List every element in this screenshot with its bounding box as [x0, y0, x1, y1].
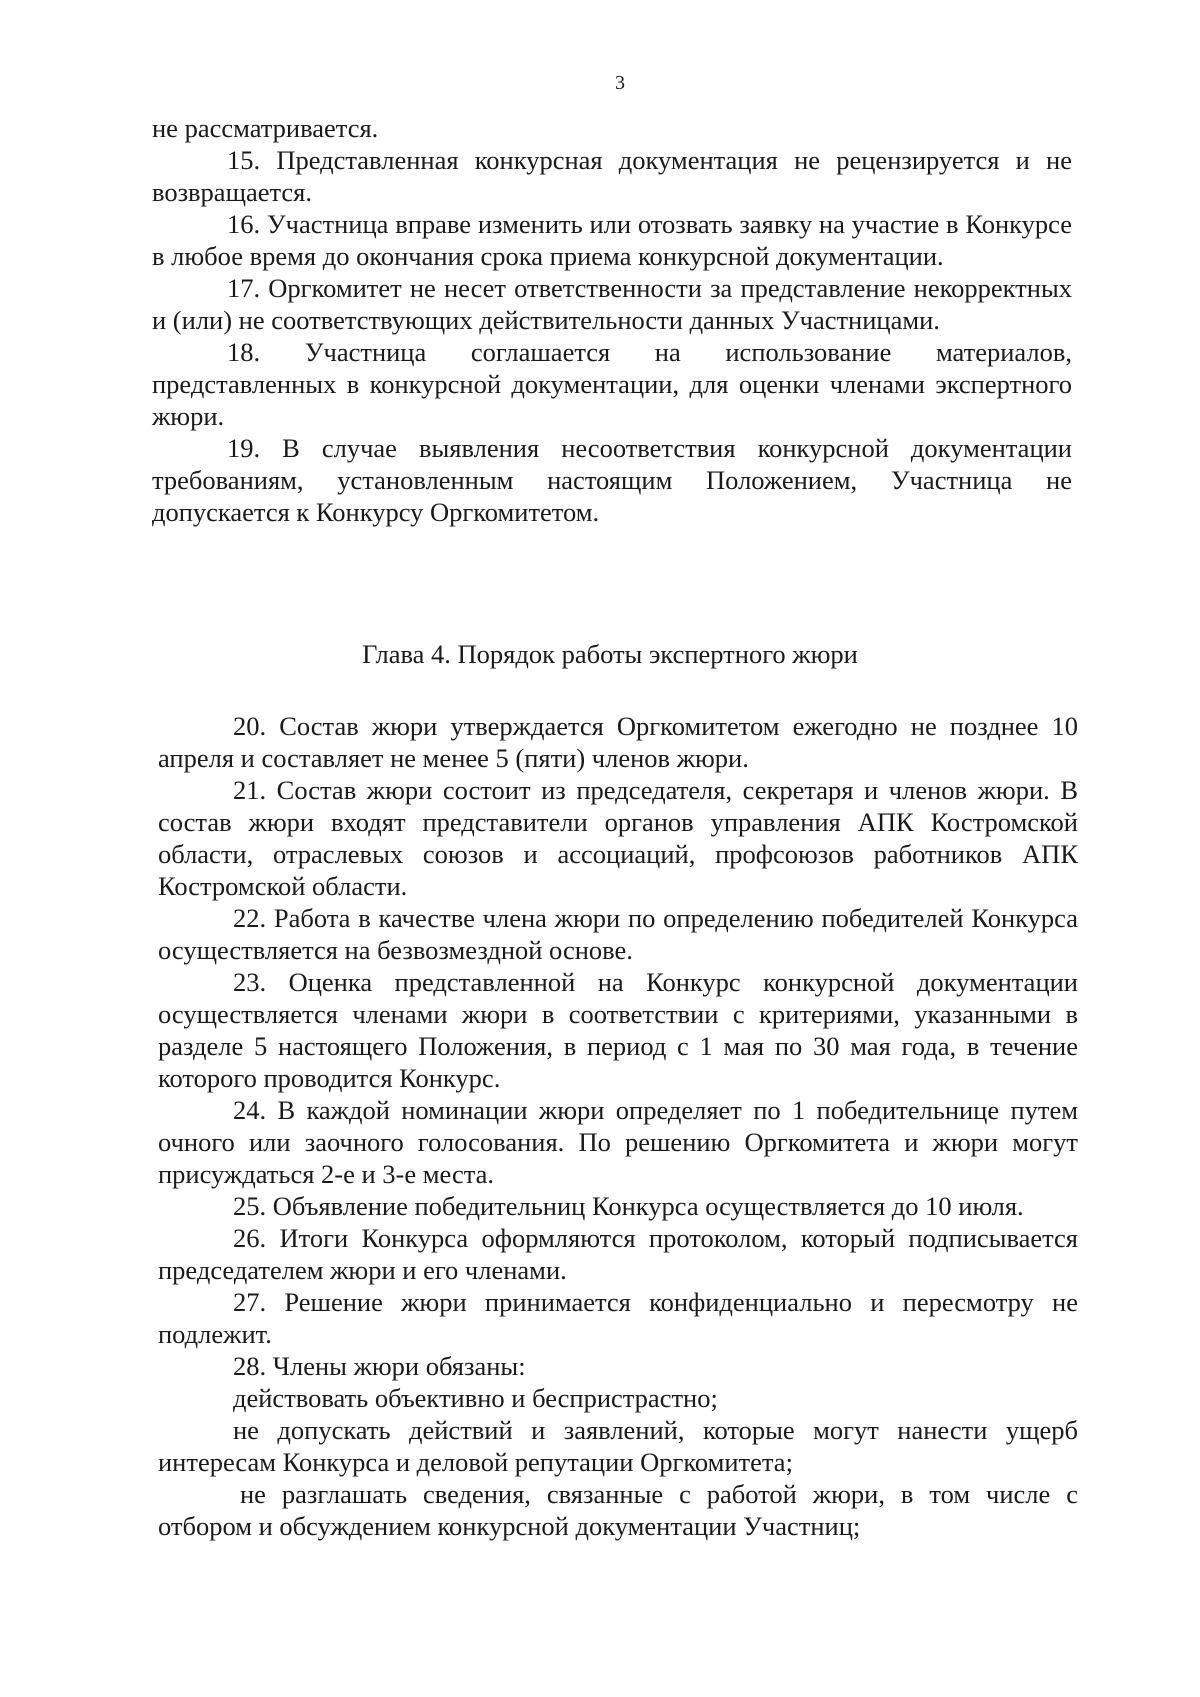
- list-item-confidentiality: не разглашать сведения, связанные с работой жюри, в том числе с отбором и обсуждением конкурсной документации Участниц;: [158, 1479, 1078, 1541]
- paragraph-19: 19. В случае выявления несоответствия конкурсной документации требованиям, установленным настоящим Положением, Участница не допускается к Конкурсу Оргкомитетом.: [152, 433, 1072, 527]
- chapter-heading: Глава 4. Порядок работы экспертного жюри: [362, 639, 858, 669]
- paragraph-continuation: не рассматривается.: [152, 113, 379, 143]
- paragraph-23: 23. Оценка представленной на Конкурс конкурсной документации осуществляется членами жюри в соответствии с критериями, указанными в разделе 5 настоящего Положения, в период с 1 мая по 30 мая года, в течение которого проводится Конкурс.: [158, 967, 1078, 1093]
- paragraph-27: 27. Решение жюри принимается конфиденциально и пересмотру не подлежит.: [158, 1287, 1078, 1349]
- paragraph-16: 16. Участница вправе изменить или отозвать заявку на участие в Конкурсе в любое время до окончания срока приема конкурсной документации.: [152, 209, 1072, 271]
- paragraph-26: 26. Итоги Конкурса оформляются протоколом, который подписывается председателем жюри и его членами.: [158, 1223, 1078, 1285]
- document-body-section-2: [158, 710, 1078, 1542]
- paragraph-21: 21. Состав жюри состоит из председателя, секретаря и членов жюри. В состав жюри входят представители органов управления АПК Костромской области, отраслевых союзов и ассоциаций, профсоюзов работников АПК Костромской области.: [158, 775, 1078, 901]
- page-number: 3: [615, 72, 625, 94]
- paragraph-20: 20. Состав жюри утверждается Оргкомитетом ежегодно не позднее 10 апреля и составляет не менее 5 (пяти) членов жюри.: [158, 711, 1078, 773]
- paragraph-15: 15. Представленная конкурсная документация не рецензируется и не возвращается.: [152, 145, 1072, 207]
- paragraph-28: 28. Члены жюри обязаны:: [233, 1351, 526, 1381]
- paragraph-25: 25. Объявление победительниц Конкурса осуществляется до 10 июля.: [233, 1191, 1024, 1221]
- paragraph-24: 24. В каждой номинации жюри определяет по 1 победительнице путем очного или заочного голосования. По решению Оргкомитета и жюри могут присуждаться 2-е и 3-е места.: [158, 1095, 1078, 1189]
- document-body-section-1: [152, 112, 1072, 528]
- paragraph-22: 22. Работа в качестве члена жюри по определению победителей Конкурса осуществляется на безвозмездной основе.: [158, 903, 1078, 965]
- paragraph-18: 18. Участница соглашается на использование материалов, представленных в конкурсной документации, для оценки членами экспертного жюри.: [152, 337, 1072, 431]
- paragraph-17: 17. Оргкомитет не несет ответственности за представление некорректных и (или) не соответствующих действительности данных Участницами.: [152, 273, 1072, 335]
- list-item-no-damage: не допускать действий и заявлений, которые могут нанести ущерб интересам Конкурса и деловой репутации Оргкомитета;: [158, 1415, 1078, 1477]
- list-item-objective: действовать объективно и беспристрастно;: [233, 1383, 718, 1413]
